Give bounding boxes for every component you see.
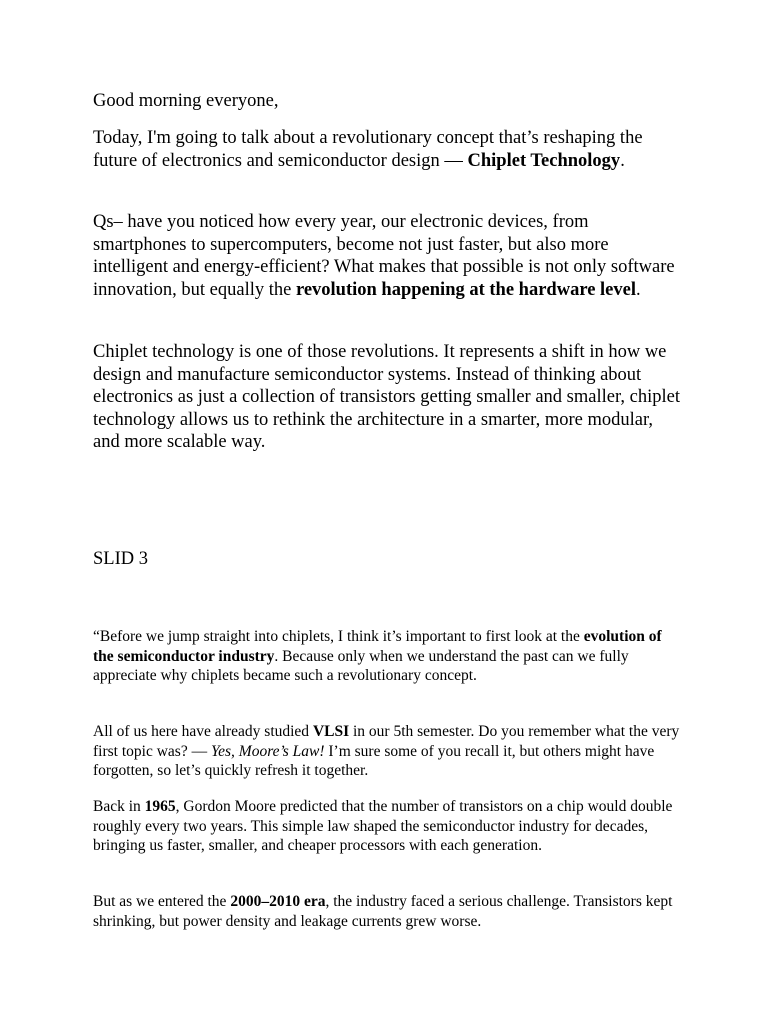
intro-text: Today, I'm going to talk about a revolutionary concept that’s reshaping the future of electronics and semiconductor design — (93, 128, 643, 171)
question-paragraph (93, 211, 683, 301)
vlsi-bold: VLSI (312, 723, 350, 740)
evolution-text-end: . Because only when we understand the past can we fully appreciate why chiplets became such a revolutionary concept. (93, 647, 629, 685)
slide-heading-text: SLID 3 (93, 549, 148, 569)
evolution-text: “Before we jump straight into chiplets, I think it’s important to first look at the (93, 628, 584, 645)
moore-text-end: , Gordon Moore predicted that the number of transistors on a chip would double roughly every two years. This simple law shaped the semiconductor industry for decades, bringing us faster, smaller, and cheaper processors with each generation. (93, 798, 673, 855)
evolution-bold: evolution of the semiconductor industry (93, 628, 662, 665)
vlsi-paragraph (93, 722, 683, 781)
moores-law-italic: Yes, Moore’s Law! (210, 742, 325, 760)
moore-paragraph (93, 797, 683, 856)
era-text-end: , the industry faced a serious challenge. Transistors kept shrinking, but power density and leakage currents grew worse. (93, 893, 673, 930)
question-period: . (636, 279, 641, 300)
slide-heading (93, 548, 683, 571)
era-text: But as we entered the (93, 893, 231, 910)
chiplet-paragraph (93, 341, 683, 454)
chiplet-text: Chiplet technology is one of those revolutions. It represents a shift in how we design and manufacture semiconductor systems. Instead of thinking about electronics as just a collection of transistors getting smaller and smaller, chiplet technology allows us to rethink the architecture in a smarter, more modular, and more scalable way. (93, 342, 680, 453)
greeting-paragraph (93, 90, 683, 113)
intro-paragraph (93, 127, 683, 172)
moore-text: Back in (93, 798, 145, 815)
vlsi-text-mid: in our 5th semester. Do you remember what the very first topic was? — (93, 723, 680, 760)
question-text: Qs– have you noticed how every year, our electronic devices, from smartphones to supercomputers, become not just faster, but also more intelligent and energy-efficient? What makes that possible is not only software innovation, but equally the (93, 212, 675, 300)
era-paragraph (93, 892, 683, 931)
evolution-paragraph (93, 627, 683, 686)
vlsi-text-end: I’m sure some of you recall it, but others might have forgotten, so let’s quickly refresh it together. (93, 742, 655, 780)
hardware-revolution-bold: revolution happening at the hardware level (295, 279, 636, 300)
greeting-text: Good morning everyone, (93, 91, 279, 111)
year-1965-bold: 1965 (144, 798, 176, 815)
intro-period: . (620, 150, 625, 171)
chiplet-technology-bold: Chiplet Technology (467, 150, 621, 171)
vlsi-text: All of us here have already studied (93, 723, 313, 740)
era-bold: 2000–2010 era (230, 893, 326, 910)
